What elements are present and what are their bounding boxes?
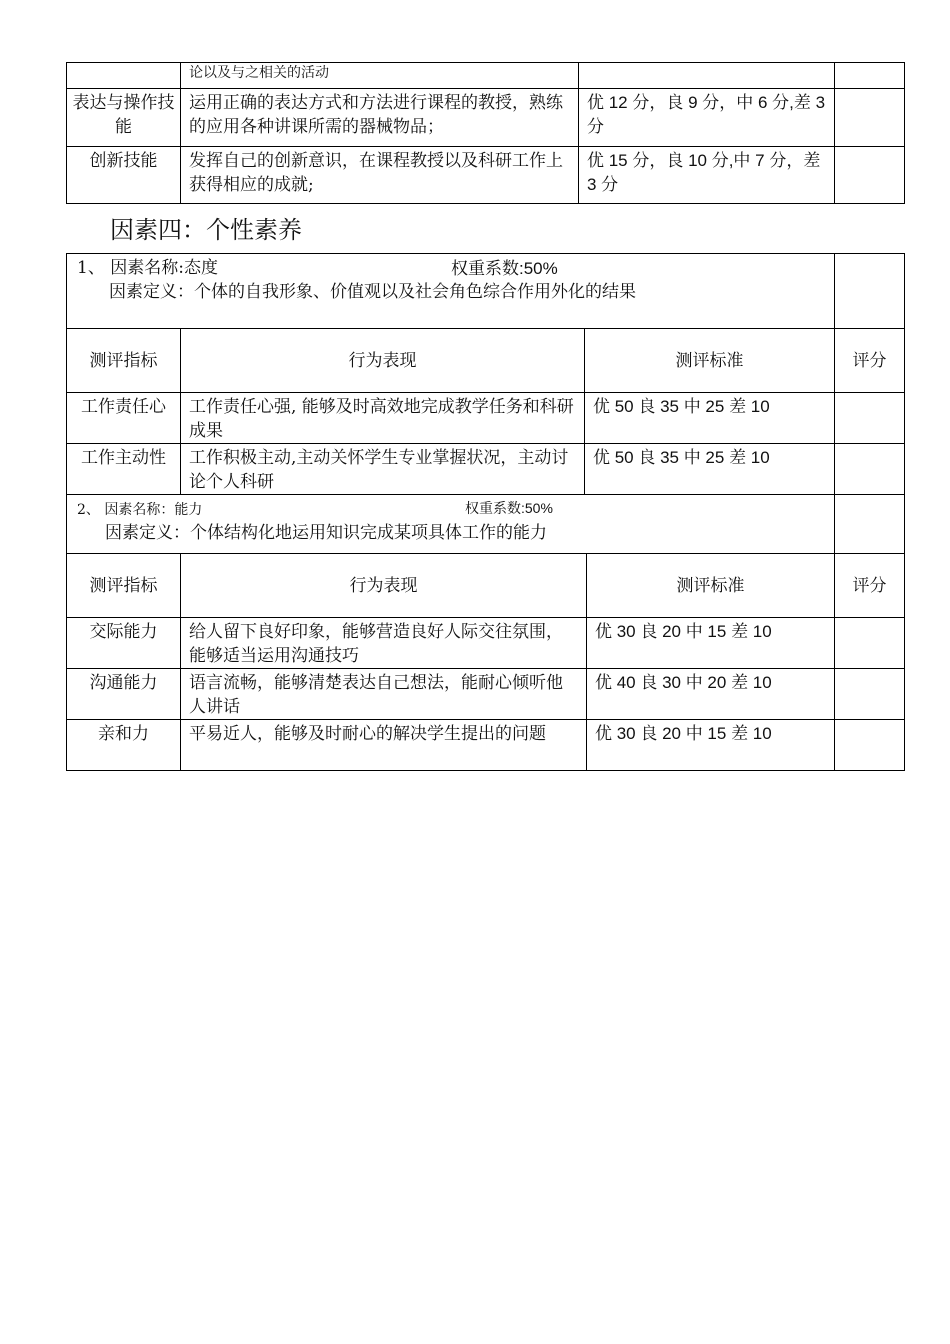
- behavior-cell: 语言流畅，能够清楚表达自己想法，能耐心倾听他人讲话: [181, 669, 587, 720]
- score-cell: [835, 89, 905, 147]
- column-header-row: [67, 329, 905, 393]
- column-header-row: [67, 554, 905, 618]
- standard-cell: 优 50 良 35 中 25 差 10: [585, 444, 835, 495]
- indicator-cell: 工作责任心: [67, 393, 181, 444]
- factor-ability-table: [66, 494, 905, 771]
- indicator-cell: 创新技能: [67, 147, 181, 204]
- factor-weight: 权重系数:50%: [465, 500, 553, 516]
- factor-name: 2、 因素名称：能力: [77, 502, 203, 518]
- indicator-cell: 表达与操作技能: [67, 89, 181, 147]
- section-title: 因素四：个性素养: [110, 216, 302, 244]
- standard-cell: 优 15 分，良 10 分,中 7 分，差 3 分: [579, 147, 835, 204]
- table-row: [67, 444, 905, 495]
- behavior-cell: 工作积极主动,主动关怀学生专业掌握状况，主动讨论个人科研: [181, 444, 585, 495]
- score-cell: [835, 254, 905, 329]
- factor-info-cell: [67, 495, 835, 554]
- score-cell: [835, 495, 905, 554]
- header-indicator: 测评指标: [67, 554, 181, 618]
- standard-cell: 优 40 良 30 中 20 差 10: [587, 669, 835, 720]
- indicator-cell: [67, 63, 181, 89]
- standard-cell: 优 50 良 35 中 25 差 10: [585, 393, 835, 444]
- indicator-cell: 沟通能力: [67, 669, 181, 720]
- score-cell: [835, 720, 905, 771]
- header-standard: 测评标准: [585, 329, 835, 393]
- behavior-cell: 论以及与之相关的活动: [181, 63, 579, 89]
- header-behavior: 行为表现: [181, 329, 585, 393]
- indicator-cell: 亲和力: [67, 720, 181, 771]
- factor-header-row: [67, 495, 905, 554]
- standard-cell: [579, 63, 835, 89]
- score-cell: [835, 444, 905, 495]
- indicator-cell: 工作主动性: [67, 444, 181, 495]
- score-cell: [835, 669, 905, 720]
- factor-definition: 因素定义：个体的自我形象、价值观以及社会角色综合作用外化的结果: [109, 282, 636, 302]
- standard-cell: 优 30 良 20 中 15 差 10: [587, 720, 835, 771]
- table-row: [67, 147, 905, 204]
- behavior-cell: 给人留下良好印象，能够营造良好人际交往氛围，能够适当运用沟通技巧: [181, 618, 587, 669]
- behavior-cell: 工作责任心强, 能够及时高效地完成教学任务和科研成果: [181, 393, 585, 444]
- table-row: [67, 618, 905, 669]
- header-indicator: 测评指标: [67, 329, 181, 393]
- behavior-cell: 运用正确的表达方式和方法进行课程的教授，熟练的应用各种讲课所需的器械物品；: [181, 89, 579, 147]
- factor-header-row: [67, 254, 905, 329]
- standard-cell: 优 30 良 20 中 15 差 10: [587, 618, 835, 669]
- table-row: [67, 393, 905, 444]
- table-row: [67, 720, 905, 771]
- factor-definition: 因素定义：个体结构化地运用知识完成某项具体工作的能力: [105, 523, 547, 543]
- skills-table: [66, 62, 905, 204]
- factor-attitude-table: [66, 253, 905, 495]
- factor-info-cell: [67, 254, 835, 329]
- behavior-cell: 发挥自己的创新意识，在课程教授以及科研工作上获得相应的成就;: [181, 147, 579, 204]
- table-row: [67, 669, 905, 720]
- score-cell: [835, 147, 905, 204]
- score-cell: [835, 393, 905, 444]
- table-row: [67, 63, 905, 89]
- header-standard: 测评标准: [587, 554, 835, 618]
- indicator-cell: 交际能力: [67, 618, 181, 669]
- header-score: 评分: [835, 554, 905, 618]
- header-score: 评分: [835, 329, 905, 393]
- score-cell: [835, 618, 905, 669]
- header-behavior: 行为表现: [181, 554, 587, 618]
- standard-cell: 优 12 分，良 9 分，中 6 分,差 3 分: [579, 89, 835, 147]
- table-row: [67, 89, 905, 147]
- behavior-cell: 平易近人，能够及时耐心的解决学生提出的问题: [181, 720, 587, 771]
- factor-name: 1、 因素名称:态度: [77, 258, 218, 278]
- factor-weight: 权重系数:50%: [451, 259, 558, 278]
- score-cell: [835, 63, 905, 89]
